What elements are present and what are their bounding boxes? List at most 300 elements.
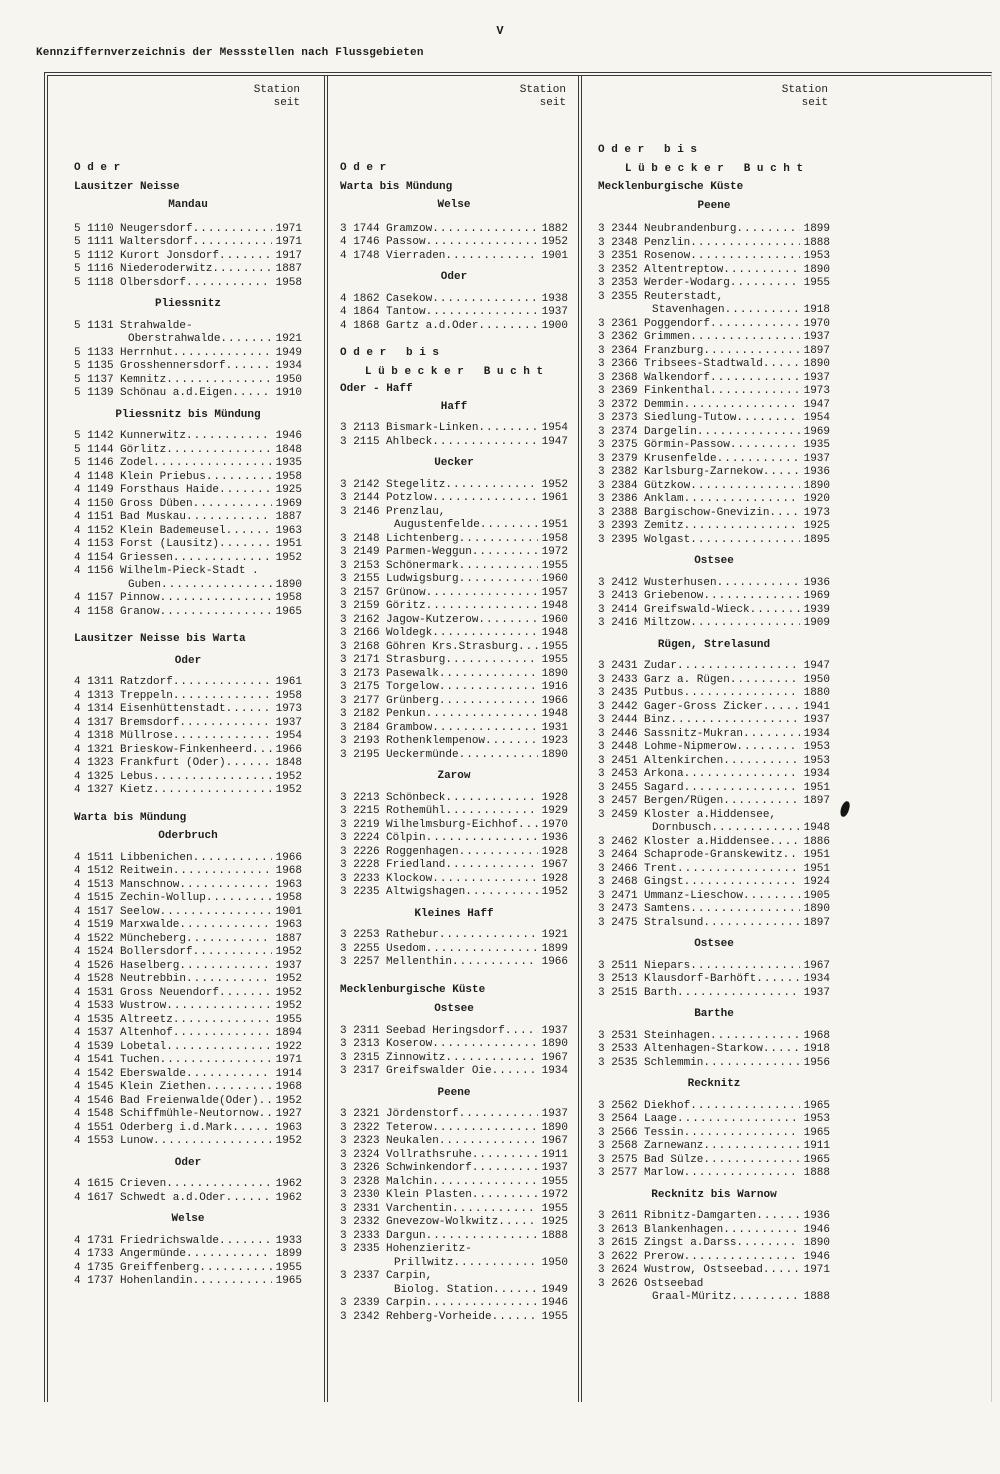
station-name: Diekhof [644,1099,691,1112]
station-code: 3 2531 [598,1029,638,1042]
station-name: Binz [644,714,671,726]
station-since-year: 1948 [803,822,830,834]
station-name: Laage [644,1113,678,1125]
station-row [598,1043,830,1057]
station-name: Libbenichen [120,851,193,864]
station-name: Grambow [386,721,433,734]
station-since-year: 1909 [803,617,830,629]
dot-leader [472,1189,538,1203]
column-1-body [74,144,302,1289]
column-3-body [598,144,830,1305]
station-name: Gross Neuendorf [120,986,220,999]
station-name: Bargischow-Gnevizin [644,506,770,519]
station-row [340,735,568,749]
station-name: Rathebur [386,929,439,941]
dot-leader [690,617,800,631]
station-name: Schaprode-Granskewitz [644,849,783,861]
dot-leader [459,846,538,860]
station-code: 3 2335 [340,1243,380,1255]
spacer [598,1000,830,1008]
station-name: Schlemmin [644,1056,704,1069]
station-code: 3 2471 [598,889,638,902]
station-code: 3 2321 [340,1108,380,1120]
station-code: 3 2384 [598,479,638,492]
station-since-year: 1937 [541,306,568,318]
station-row [340,573,568,587]
spacer [598,952,830,960]
station-name: Klein Ziethen [120,1081,206,1093]
station-since-year: 1949 [275,346,302,359]
station-code: 5 1131 [74,319,114,332]
column-3-inner [598,76,830,1305]
station-row [74,919,302,933]
station-since-year: 1888 [803,1291,830,1303]
station-name: Pinnow [120,592,160,604]
station-since-year: 1965 [803,1126,830,1139]
station-since-year: 1955 [541,1202,568,1215]
station-since-year: 1928 [541,845,568,858]
station-row [598,237,830,251]
dot-leader [173,347,272,361]
dot-leader [730,439,800,453]
station-code: 4 1512 [74,865,114,877]
station-since-year: 1937 [541,1162,568,1174]
station-since-year: 1918 [803,304,830,316]
station-row [598,1154,830,1168]
dot-leader [736,741,800,755]
dot-leader [690,250,800,264]
section-heading: Pliessnitz [154,298,221,310]
station-row [340,1230,568,1244]
column-header-station: Station [519,84,566,96]
station-since-year: 1952 [541,236,568,248]
station-code: 3 2175 [340,681,380,693]
station-row [74,690,302,704]
spacer [598,1092,830,1100]
dot-leader [153,1135,272,1149]
station-since-year: 1969 [803,425,830,438]
station-code: 4 1150 [74,497,114,510]
station-row [598,701,830,715]
station-since-year: 1971 [803,1264,830,1276]
station-name: Müncheberg [120,932,187,945]
station-name: Grimmen [644,331,691,343]
station-row [340,1149,568,1163]
station-since-year: 1951 [541,519,568,531]
station-code: 3 2366 [598,358,638,370]
station-since-year: 1954 [803,412,830,424]
station-row [74,579,302,593]
section-heading: O d e r b i s [340,347,440,359]
station-row [340,859,568,873]
station-name: Treppeln [120,689,173,702]
station-name: Manschnow [120,878,180,891]
station-code: 4 1748 [340,249,380,262]
station-name: Rothemühl [386,805,446,817]
dot-leader [459,1108,538,1122]
station-row [74,606,302,620]
station-name: Gartz a.d.Oder [386,319,479,332]
dot-leader [179,717,272,731]
spacer [340,784,568,792]
station-row [598,714,830,728]
station-since-year: 1971 [275,236,302,248]
station-code: 3 2324 [340,1148,380,1161]
station-name: Wolgast [644,533,691,546]
spacer [340,970,568,984]
station-code: 5 1146 [74,457,114,469]
station-name: Bismark-Linken [386,422,479,434]
station-since-year: 1968 [275,865,302,877]
station-since-year: 1948 [541,600,568,612]
dot-leader [769,507,800,521]
section-heading: Welse [171,1213,205,1225]
station-name: Zingst a.Darss [644,1237,737,1249]
station-row [598,277,830,291]
station-name: Oderberg i.d.Mark [120,1121,233,1134]
dot-leader [723,1224,800,1238]
station-row [74,946,302,960]
station-name: Bremsdorf [120,716,180,729]
column-header-seit: seit [801,97,828,109]
dot-leader [492,1311,538,1325]
station-since-year: 1895 [803,533,830,546]
station-row [74,906,302,920]
station-since-year: 1965 [275,1275,302,1287]
station-name: Pasewalk [386,667,439,680]
station-code: 4 1522 [74,932,114,945]
station-name: Rosenow [644,250,691,262]
dot-leader [220,333,272,347]
station-row [74,223,302,237]
station-name: Kunnerwitz [120,430,187,442]
station-code: 4 1519 [74,919,114,931]
station-code: 3 2332 [340,1216,380,1228]
station-since-year: 1938 [541,292,568,305]
station-code: 3 2257 [340,956,380,968]
station-since-year: 1916 [541,681,568,693]
station-name: Strasburg [386,654,446,666]
station-since-year: 1968 [275,1081,302,1093]
dot-leader [452,1203,538,1217]
column-header-station: Station [253,84,300,96]
station-code: 4 1746 [340,236,380,248]
dot-leader [232,1122,272,1136]
station-row [598,782,830,796]
station-since-year: 1970 [541,818,568,831]
spacer [340,1079,568,1087]
station-since-year: 1952 [275,784,302,796]
station-row [340,708,568,722]
station-name: Greiffenberg [120,1261,200,1274]
station-since-year: 1972 [541,1189,568,1201]
station-row [74,471,302,485]
station-name: Usedom [386,942,426,955]
station-row [74,236,302,250]
station-row [340,320,568,334]
section-heading: Lausitzer Neisse [74,180,180,193]
dot-leader [445,859,538,873]
station-since-year: 1929 [541,805,568,817]
station-since-year: 1971 [275,1054,302,1066]
station-name: Ribnitz-Damgarten [644,1210,757,1222]
station-code: 3 2333 [340,1229,380,1242]
dot-leader [445,250,538,264]
station-row [598,466,830,480]
station-row [340,560,568,574]
dot-leader [426,236,538,250]
dot-leader [736,223,800,237]
station-row [74,1041,302,1055]
station-code: 3 2224 [340,832,380,844]
station-since-year: 1966 [275,743,302,756]
station-name: Forsthaus Haide [120,484,220,496]
station-row [340,1216,568,1230]
station-since-year: 1952 [275,551,302,564]
station-since-year: 1971 [275,222,302,235]
station-name: Waltersdorf [120,236,193,248]
station-since-year: 1970 [803,317,830,330]
station-code: 3 2566 [598,1126,638,1139]
station-code: 3 2511 [598,959,638,972]
station-name: Teterow [386,1121,433,1134]
station-row [340,436,568,450]
station-row [340,943,568,957]
station-name: Roggenhagen [386,845,459,858]
station-code: 3 1744 [340,222,380,235]
dot-leader [783,849,800,863]
station-row [598,223,830,237]
section-heading: Peene [437,1086,471,1099]
station-row [598,1100,830,1114]
section-heading: Barthe [694,1008,734,1020]
station-row [340,832,568,846]
station-row [598,768,830,782]
station-since-year: 1848 [275,443,302,456]
station-since-year: 1961 [275,676,302,688]
station-name: Kurort Jonsdorf [120,249,220,262]
station-code: 4 1513 [74,878,114,891]
station-name: Crieven [120,1178,167,1190]
station-code: 3 2182 [340,708,380,720]
station-name: Ummanz-Lieschow [644,889,744,902]
dot-leader [426,587,538,601]
station-since-year: 1937 [541,1024,568,1037]
station-since-year: 1890 [541,1121,568,1134]
station-since-year: 1958 [541,532,568,545]
station-row [598,1167,830,1181]
station-since-year: 1953 [803,1113,830,1125]
station-row [598,399,830,413]
station-row [598,1140,830,1154]
station-row [598,617,830,631]
station-since-year: 1925 [541,1216,568,1228]
station-since-year: 1927 [275,1108,302,1120]
station-code: 3 2315 [340,1051,380,1064]
station-since-year: 1894 [275,1027,302,1039]
station-code: 3 2613 [598,1223,638,1236]
station-name: Grünow [386,586,426,599]
station-since-year: 1969 [275,497,302,510]
station-name: Neukalen [386,1135,439,1147]
station-code: 3 2355 [598,290,638,303]
station-row [340,614,568,628]
dot-leader [677,1113,800,1127]
section-heading: Kleines Haff [414,907,494,920]
station-row [74,1275,302,1289]
dot-leader [186,1248,272,1262]
station-name: Schwinkendorf [386,1162,472,1174]
station-code: 3 2177 [340,694,380,707]
station-code: 3 2448 [598,741,638,753]
station-since-year: 1951 [275,538,302,550]
station-row [74,457,302,471]
station-row [598,687,830,701]
station-name: Kloster a.Hiddensee, [644,808,777,821]
section-heading: Pliessnitz bis Mündung [115,408,261,421]
station-row [598,1251,830,1265]
section-heading: O d e r b i s [598,144,698,156]
station-name: Gingst [644,876,684,888]
station-since-year: 1886 [803,835,830,848]
station-row [598,1264,830,1278]
station-code: 5 1139 [74,387,114,399]
dot-leader [763,466,800,480]
dot-leader [426,832,538,846]
dot-leader [684,768,800,782]
station-name: Müllrose [120,730,173,742]
station-since-year: 1951 [803,862,830,875]
dot-leader [736,1237,800,1251]
station-name: Lunow [120,1135,154,1147]
station-code: 3 2373 [598,412,638,424]
station-name: Strahwalde- [120,319,193,332]
dot-leader [717,577,800,591]
station-name: Grosshennersdorf [120,360,226,372]
station-since-year: 1934 [803,768,830,780]
station-row [340,873,568,887]
station-code: 4 1323 [74,757,114,769]
station-name: Forst (Lausitz) [120,538,220,550]
station-since-year: 1897 [803,916,830,929]
station-name: Vierraden [386,249,446,262]
station-row [340,749,568,763]
station-name: Wusterhusen [644,576,717,589]
station-since-year: 1887 [275,263,302,275]
station-since-year: 1968 [803,1029,830,1042]
station-since-year: 1888 [803,1167,830,1179]
dot-leader [212,263,272,277]
station-row [598,973,830,987]
station-row [74,1000,302,1014]
station-since-year: 1899 [275,1248,302,1260]
station-code: 4 1542 [74,1067,114,1080]
dot-leader [684,1127,800,1141]
station-since-year: 1899 [803,223,830,235]
station-row [74,960,302,974]
station-code: 4 1862 [340,292,380,305]
station-since-year: 1960 [541,613,568,626]
dot-leader [432,627,538,641]
dot-leader [432,1122,538,1136]
station-row [340,492,568,506]
station-code: 5 1142 [74,430,114,442]
section-heading: Mecklenburgische Küste [340,983,486,996]
dot-leader [769,836,800,850]
station-since-year: 1888 [541,1229,568,1242]
station-row [598,728,830,742]
dot-leader [445,654,538,668]
station-name: Schönau a.d.Eigen [120,387,233,399]
station-since-year: 1952 [541,886,568,898]
dot-leader [219,987,272,1001]
dot-leader [226,525,272,539]
station-code: 3 2374 [598,425,638,438]
station-row [74,1248,302,1262]
station-row [340,600,568,614]
station-row [74,730,302,744]
station-code: 3 2184 [340,721,380,734]
station-since-year: 1924 [803,876,830,888]
station-row [598,836,830,850]
station-name: Casekow [386,292,433,305]
station-row [598,741,830,755]
section-heading: Oder [174,654,202,667]
section-heading: Mecklenburgische Küste [598,181,744,193]
dot-leader [173,730,272,744]
station-since-year: 1951 [803,849,830,861]
station-since-year: 1966 [541,694,568,707]
station-name: Zinnowitz [386,1051,446,1064]
dot-leader [459,573,538,587]
station-name: Koserow [386,1038,433,1050]
station-row [74,1081,302,1095]
station-code: 4 1511 [74,851,114,864]
station-row [340,1270,568,1284]
spacer [598,1181,830,1189]
section-heading: O d e r [74,162,121,174]
station-name: Wustrow, Ostseebad [644,1264,763,1276]
station-code: 4 1321 [74,743,114,756]
station-code: 4 1539 [74,1040,114,1053]
dot-leader [478,422,538,436]
dot-leader [731,1291,800,1305]
station-code: 3 2446 [598,727,638,740]
station-row [74,552,302,566]
dot-leader [186,973,272,987]
station-name: Frankfurt (Oder) [120,757,226,769]
station-since-year: 1952 [541,478,568,491]
station-code: 4 1546 [74,1094,114,1107]
spacer [340,263,568,271]
station-since-year: 1955 [275,1261,302,1274]
dot-leader [478,614,538,628]
station-name: Gross Düben [120,497,193,510]
spacer [598,1202,830,1210]
station-name: Jördenstorf [386,1108,459,1120]
station-since-year: 1967 [541,1051,568,1064]
dot-leader [763,701,800,715]
station-code: 5 1118 [74,276,114,289]
station-row [74,525,302,539]
spacer [74,844,302,852]
station-code: 3 2323 [340,1135,380,1147]
station-code: 3 2468 [598,876,638,888]
station-since-year: 1963 [275,524,302,537]
station-row [598,577,830,591]
spacer [340,1017,568,1025]
dot-leader [179,879,272,893]
